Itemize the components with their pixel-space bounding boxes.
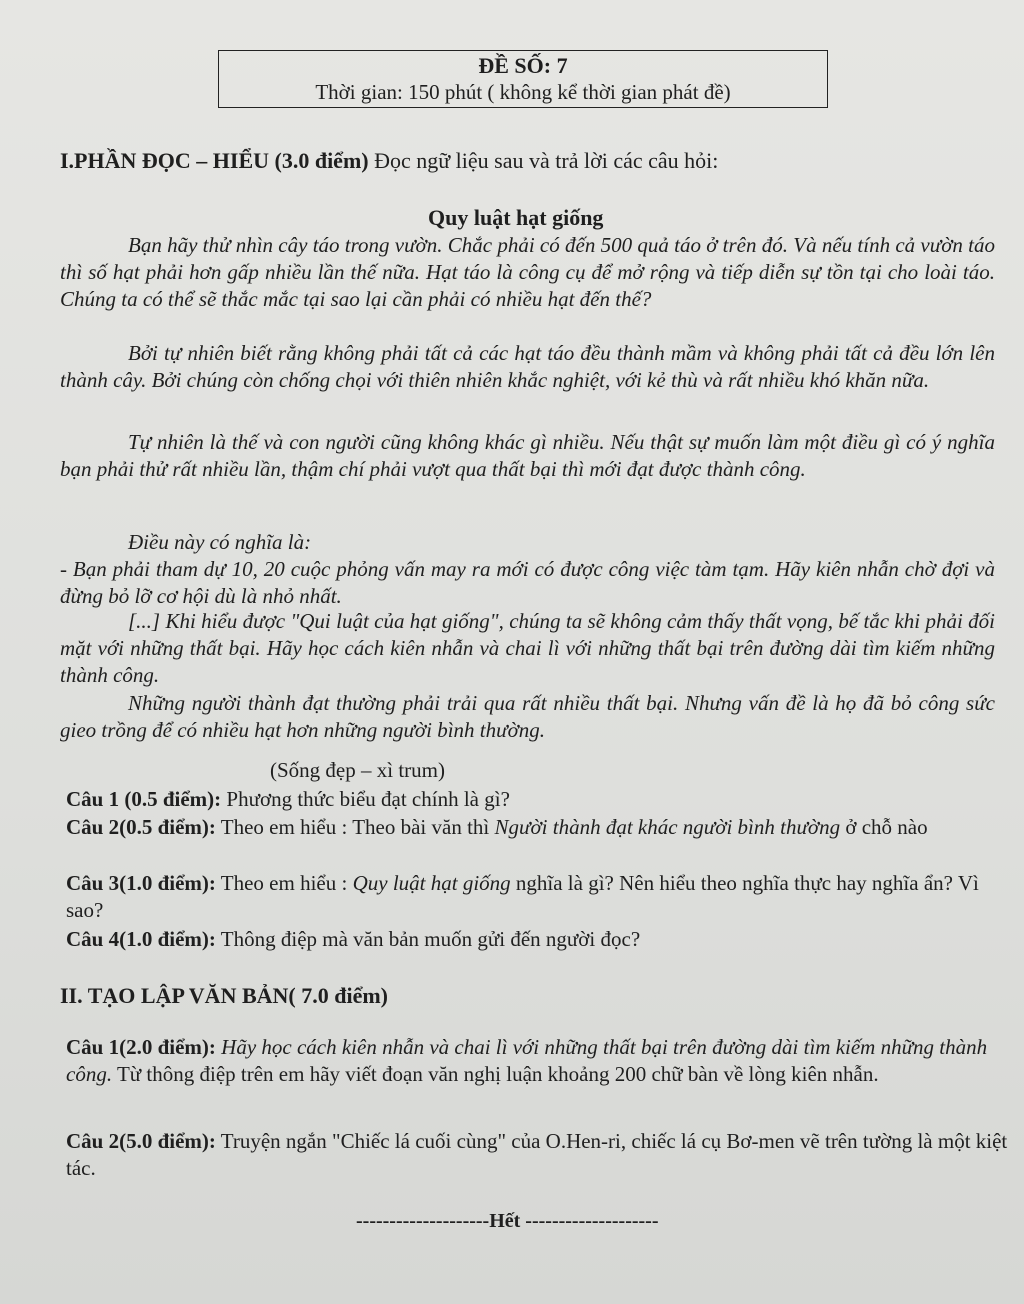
question-3-text-b: nghĩa là gì? Nên hiểu theo nghĩa thực hay nghĩa ẩn? Vì sao? [66, 871, 979, 922]
question-3-text-a: Theo em hiểu : [215, 871, 353, 895]
passage-paragraph-6: [...] Khi hiểu được "Qui luật của hạt giống", chúng ta sẽ không cảm thấy thất vọng, bế tắc khi phải đối mặt với những thất bại. Hãy học cách kiên nhẫn và chai lì với những thất bại trên đường dài tìm kiếm những thành công. [60, 609, 995, 687]
passage-paragraph-2: Bởi tự nhiên biết rằng không phải tất cả các hạt táo đều thành mầm và không phải tất cả đều lớn lên thành cây. Bởi chúng còn chống chọi với thiên nhiên khắc nghiệt, với kẻ thù và rất nhiều khó khăn nữa. [60, 341, 995, 392]
passage-paragraph-5: - Bạn phải tham dự 10, 20 cuộc phỏng vấn may ra mới có được công việc tàm tạm. Hãy kiên nhẫn chờ đợi và đừng bỏ lỡ cơ hội dù là nhỏ nhất. [60, 557, 995, 608]
question-3-label: Câu 3(1.0 điểm): [66, 871, 216, 895]
essay-question-1-label: Câu 1(2.0 điểm): [66, 1035, 216, 1059]
passage-title: Quy luật hạt giống [428, 205, 604, 230]
question-2 [66, 814, 1016, 841]
passage-source: (Sống đẹp – xì trum) [270, 758, 445, 782]
question-3-italic: Quy luật hạt giống [352, 871, 511, 895]
question-2-text-b: ở chỗ nào [840, 815, 928, 839]
question-2-italic: Người thành đạt khác người bình thường [494, 815, 841, 839]
question-3 [66, 870, 1016, 924]
essay-question-1 [66, 1034, 1016, 1088]
part1-heading-instruction: Đọc ngữ liệu sau và trả lời các câu hỏi: [368, 148, 719, 173]
passage-paragraph-4: Điều này có nghĩa là: [128, 530, 312, 554]
essay-question-2-label: Câu 2(5.0 điểm): [66, 1129, 216, 1153]
part2-heading: II. TẠO LẬP VĂN BẢN( 7.0 điểm) [60, 983, 388, 1008]
part1-heading [60, 147, 718, 175]
part1-heading-label: I.PHẦN ĐỌC – HIỂU (3.0 điểm) [60, 148, 369, 173]
passage-paragraph-1: Bạn hãy thử nhìn cây táo trong vườn. Chắc phải có đến 500 quả táo ở trên đó. Và nếu tính cả vườn táo thì số hạt phải hơn gấp nhiều lần thế nữa. Hạt táo là công cụ để mở rộng và tiếp diễn sự tồn tại cho loài táo. Chúng ta có thể sẽ thắc mắc tại sao lại cần phải có nhiều hạt đến thế? [60, 233, 995, 311]
essay-question-1-text: Từ thông điệp trên em hãy viết đoạn văn nghị luận khoảng 200 chữ bàn về lòng kiên nhẫn. [112, 1062, 879, 1086]
question-4-label: Câu 4(1.0 điểm): [66, 927, 216, 951]
question-1-label: Câu 1 (0.5 điểm): [66, 787, 222, 811]
question-2-text-a: Theo em hiểu : Theo bài văn thì [215, 815, 495, 839]
end-marker: --------------------Hết -------------------- [356, 1210, 659, 1232]
exam-header-box [218, 50, 828, 108]
essay-question-2 [66, 1128, 1016, 1182]
essay-question-1-quote: Hãy học cách kiên nhẫn và chai lì với những thất bại trên đường dài tìm kiếm những thành công. [66, 1035, 988, 1086]
question-4-text: Thông điệp mà văn bản muốn gửi đến người đọc? [215, 927, 641, 951]
passage-paragraph-7: Những người thành đạt thường phải trải qua rất nhiều thất bại. Nhưng vấn đề là họ đã bỏ công sức gieo trồng để có nhiều hạt hơn những người bình thường. [60, 691, 995, 742]
exam-duration: Thời gian: 150 phút ( không kể thời gian phát đề) [315, 80, 731, 104]
question-1 [66, 786, 1016, 813]
question-2-label: Câu 2(0.5 điểm): [66, 815, 216, 839]
exam-number: ĐỀ SỐ: 7 [478, 53, 568, 78]
question-4 [66, 926, 1016, 953]
essay-question-2-text: Truyện ngắn "Chiếc lá cuối cùng" của O.Hen-ri, chiếc lá cụ Bơ-men vẽ trên tường là một kiệt tác. [66, 1129, 1008, 1180]
question-1-text: Phương thức biểu đạt chính là gì? [221, 787, 510, 811]
passage-paragraph-3: Tự nhiên là thế và con người cũng không khác gì nhiều. Nếu thật sự muốn làm một điều gì có ý nghĩa bạn phải thử rất nhiều lần, thậm chí phải vượt qua thất bại thì mới đạt được thành công. [60, 430, 995, 481]
